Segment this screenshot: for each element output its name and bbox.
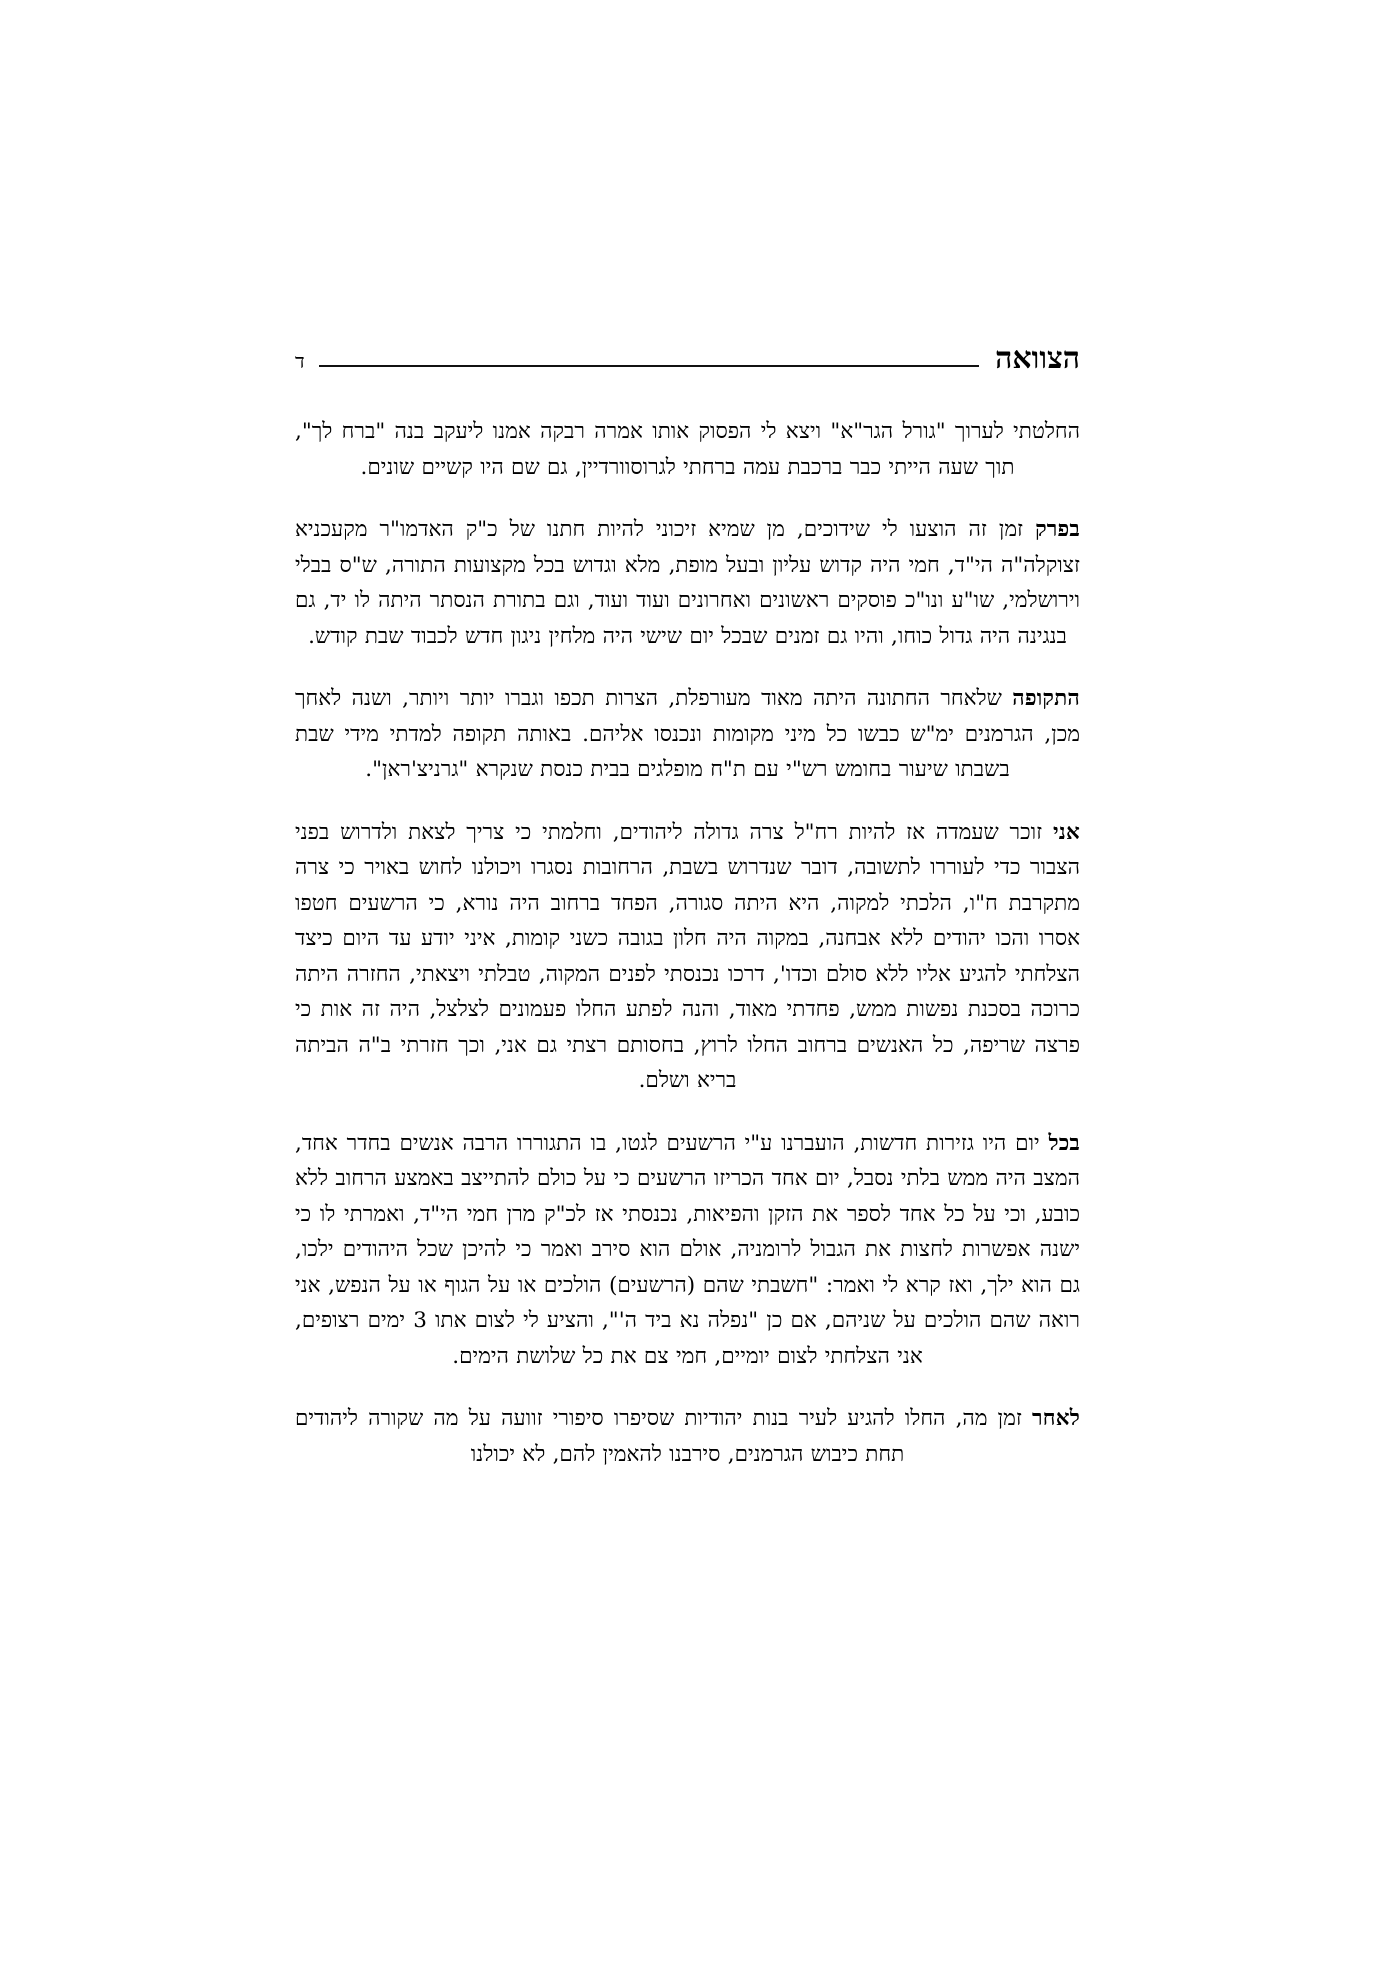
paragraph-6-lead-word: לאחר [1032,1406,1080,1431]
paragraph-1-text: החלטתי לערוך "גורל הגר"א" ויצא לי הפסוק אותו אמרה רבקה אמנו ליעקב בנה "ברח לך", תוך שעה הייתי כבר ברכבת עמה ברחתי לגרוסוורדיין, גם שם היו קשיים שונים. [295,419,1080,480]
paragraph-3 [295,681,1080,788]
paragraph-2-text: זמן זה הוצעו לי שידוכים, מן שמיא זיכוני להיות חתנו של כ"ק האדמו"ר מקעכניא זצוקלה"ה הי"ד, חמי היה קדוש עליון ובעל מופת, מלא וגדוש בכל מקצועות התורה, ש"ס בבלי וירושלמי, שו"ע ונו"כ פוסקים ראשונים ואחרונים ועוד ועוד, וגם בתורת הנסתר היתה לו יד, גם בנגינה היה גדול כוחו, והיו גם זמנים שבכל יום שישי היה מלחין ניגון חדש לכבוד שבת קודש. [295,517,1080,649]
paragraph-4-lead-word: אני [1052,819,1080,845]
paragraph-4 [295,815,1080,1099]
paragraph-6 [295,1401,1080,1472]
paragraph-2 [295,512,1080,654]
paragraph-2-lead-word: בפרק [1035,517,1080,542]
paragraph-5-text: יום היו גזירות חדשות, הועברנו ע"י הרשעים לגטו, בו התגוררו הרבה אנשים בחדר אחד, המצב היה ממש בלתי נסבל, יום אחד הכריזו הרשעים כי על כולם להתייצב באמצע הרחוב ללא כובע, וכי על כל אחד לספר את הזקן והפיאות, נכנסתי אז לכ"ק מרן חמי הי"ד, ואמרתי לו כי ישנה אפשרות לחצות את הגבול לרומניה, אולם הוא סירב ואמר כי להיכן שכל היהודים ילכו, גם הוא ילך, ואז קרא לי ואמר: "חשבתי שהם (הרשעים) הולכים או על הגוף או על הנפש, אני רואה שהם הולכים על שניהם, אם כן "נפלה נא ביד ה'", והציע לי לצום אתו 3 ימים רצופים, אני הצלחתי לצום יומיים, חמי צם את כל שלושת הימים. [295,1130,1080,1369]
paragraph-1 [295,414,1080,485]
paragraph-4-text: זוכר שעמדה אז להיות רח"ל צרה גדולה ליהודים, וחלמתי כי צריך לצאת ולדרוש בפני הצבור כדי לעוררו לתשובה, דובר שנדרוש בשבת, הרחובות נסגרו ויכולנו לחוש באויר כי צרה מתקרבת ח"ו, הלכתי למקוה, היא היתה סגורה, הפחד ברחוב היה נורא, כי הרשעים חטפו אסרו והכו יהודים ללא אבחנה, במקוה היה חלון בגובה כשני קומות, איני יודע עד היום כיצד הצלחתי להגיע אליו ללא סולם וכדו', דרכו נכנסתי לפנים המקוה, טבלתי ויצאתי, החזרה היתה כרוכה בסכנת נפשות ממש, פחדתי מאוד, והנה לפתע החלו פעמונים לצלצל, היה זה אות כי פרצה שריפה, כל האנשים ברחוב החלו לרוץ, בחסותם רצתי גם אני, וכך חזרתי ב"ה הביתה בריא ושלם. [295,819,1080,1093]
page-number: ד [295,349,305,373]
paragraph-3-text: שלאחר החתונה היתה מאוד מעורפלת, הצרות תכפו וגברו יותר ויותר, ושנה לאחך מכן, הגרמנים ימ"ש כבשו כל מיני מקומות ונכנסו אליהם. באותה תקופה למדתי מידי שבת בשבתו שיעור בחומש רש"י עם ת"ח מופלגים בבית כנסת שנקרא "גרניצ'ראן". [295,686,1080,782]
paragraph-5-lead-word: בכל [1048,1130,1080,1156]
page-content-area [295,330,1080,1472]
paragraph-6-text: זמן מה, החלו להגיע לעיר בנות יהודיות שסיפרו סיפורי זוועה על מה שקורה ליהודים תחת כיבוש הגרמנים, סירבנו להאמין להם, לא יכולנו [295,1406,1033,1467]
paragraph-5 [295,1126,1080,1375]
body-text [295,414,1080,1472]
paragraph-3-lead-word: התקופה [1012,686,1080,711]
page-header-title: הצוואה [995,341,1080,376]
header-divider-rule [319,365,980,367]
running-header [295,330,1080,376]
